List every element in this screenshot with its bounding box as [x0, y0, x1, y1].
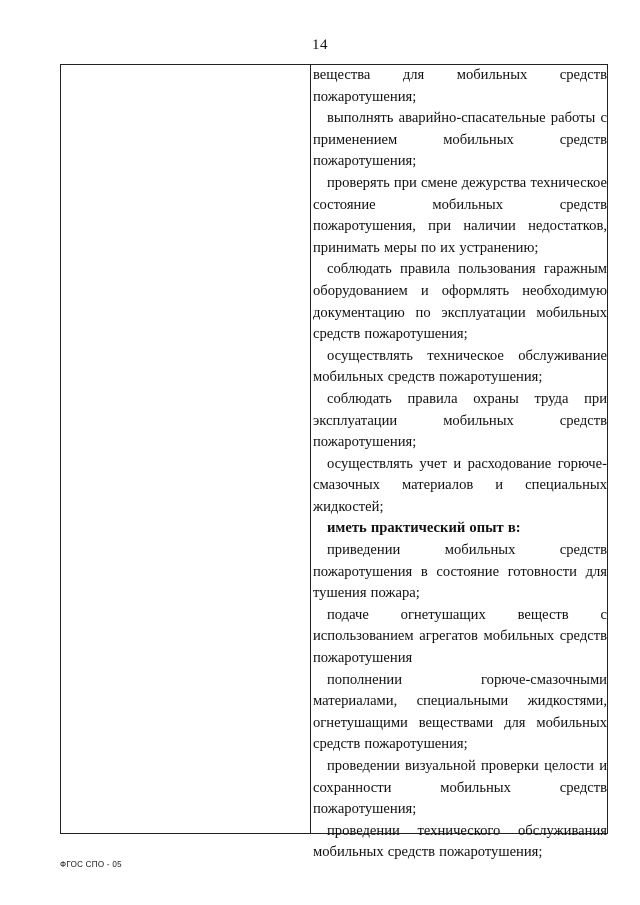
table-paragraph: соблюдать правила пользования гаражным оборудованием и оформлять необходимую документацию по эксплуатации мобильных средств пожаротушения; [313, 261, 607, 343]
table-paragraph: приведении мобильных средств пожаротушения в состояние готовности для тушения пожара; [313, 542, 607, 602]
page-number: 14 [312, 37, 328, 53]
table-paragraph: подаче огнетушащих веществ с использованием агрегатов мобильных средств пожаротушения [313, 606, 607, 667]
section-heading: иметь практический опыт в: [327, 520, 521, 537]
content-table [60, 64, 608, 861]
table-paragraph: вещества для мобильных средств пожаротушения; [313, 67, 607, 105]
table-paragraph: осуществлять учет и расходование горюче-смазочных материалов и специальных жидкостей; [313, 455, 607, 515]
table-paragraph: осуществлять техническое обслуживание мобильных средств пожаротушения; [313, 347, 607, 386]
table-paragraph: проверять при смене дежурства техническое состояние мобильных средств пожаротушения, при наличии недостатков, принимать меры по их устранению; [313, 174, 607, 256]
table-right-cell [311, 65, 608, 861]
table-paragraph: пополнении горюче-смазочными материалами, специальными жидкостями, огнетушащими веществами для мобильных средств пожаротушения; [313, 671, 607, 753]
table-paragraph: проведении технического обслуживания мобильных средств пожаротушения; [313, 822, 607, 861]
table-paragraph: выполнять аварийно-спасательные работы с применением мобильных средств пожаротушения; [313, 110, 607, 170]
table-left-cell [61, 65, 311, 833]
table-paragraph: соблюдать правила охраны труда при эксплуатации мобильных средств пожаротушения; [313, 390, 607, 451]
footer-label: ФГОС СПО - 05 [60, 860, 122, 869]
table-paragraph: проведении визуальной проверки целости и сохранности мобильных средств пожаротушения; [313, 758, 607, 818]
